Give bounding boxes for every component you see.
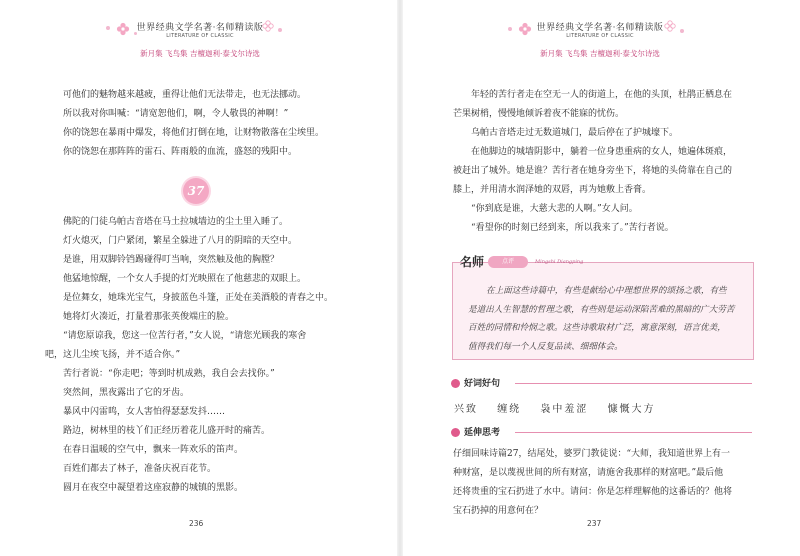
paragraph: 是位舞女，她珠光宝气，身披蓝色斗篷，正处在美酒般的青春之中。 <box>63 293 334 303</box>
note-line: 是道出人生智慧的哲理之歌，有些则是运动深陷苦难的黑暗的广大劳苦 <box>468 304 735 315</box>
paragraph: 芒果树梢，慢慢地倾诉着夜不能寐的忧伤。 <box>453 109 625 119</box>
paragraph: 年轻的苦行者走在空无一人的街道上，在他的头顶，杜鹃正栖息在 <box>471 90 733 100</box>
paragraph: “看望你的时刻已经到来，所以我来了。”苦行者说。 <box>471 223 674 233</box>
paragraph: 路边，树林里的枝丫们正经历着花儿盛开时的痛苦。 <box>63 426 271 436</box>
paragraph: “你到底是谁，大慈大悲的人啊。”女人问。 <box>471 204 638 214</box>
page-number: 237 <box>587 519 602 528</box>
good-words-phrases <box>454 400 670 415</box>
good-words-title: 好词好句 <box>464 379 501 389</box>
bullet-icon <box>451 428 460 437</box>
note-line: 百姓的同情和怜悯之歌。这些诗歌取材广泛，寓意深刻，语言优美， <box>468 323 726 333</box>
paragraph: 你的饶恕在暴雨中爆发，将他们打倒在地，让财物散落在尘埃里。 <box>63 128 325 138</box>
paragraph: 灯火熄灭，门户紧闭，繁星全躲进了八月的阴暗的天空中。 <box>63 236 298 246</box>
paragraph: 佛陀的门徒乌帕古音塔在马土拉城墙边的尘土里入睡了。 <box>63 217 289 227</box>
paragraph: 吧，这儿尘埃飞扬，并不适合你。” <box>45 350 181 360</box>
paragraph: 百姓们都去了林子，准备庆祝百花节。 <box>63 464 217 474</box>
phrase: 袅中羞涩 <box>540 404 589 415</box>
paragraph: 所以我对你叫喊：“请宽恕他们，啊，令人敬畏的神啊！” <box>63 109 289 119</box>
paragraph: 在他脚边的城墙阴影中，躺着一位身患重病的女人，她遍体斑痕， <box>471 147 733 157</box>
phrase: 兴致 <box>454 404 478 415</box>
thinking-line: 种财富，是以蔑视世间的所有财富，请施舍我那样的财富吧。”最后他 <box>453 468 724 478</box>
good-words-heading <box>451 376 571 392</box>
paragraph: 被赶出了城外。她是谁？苦行者在她身旁坐下，将她的头倚靠在自己的 <box>453 166 733 176</box>
right-header <box>400 18 800 64</box>
paragraph: 圆月在夜空中凝望着这座寂静的城镇的黑影。 <box>63 483 244 493</box>
paragraph: 可他们的魅物越来越疲，重得让他们无法带走，也无法挪动。 <box>63 90 307 100</box>
poem-number-badge: 37 <box>183 178 209 204</box>
paragraph: 乌帕古音塔走过无数道城门，最后停在了护城壕下。 <box>471 128 679 138</box>
phrase: 慷慨大方 <box>607 404 656 415</box>
paragraph: 苦行者说：“你走吧；等到时机成熟，我自会去找你。” <box>63 369 275 379</box>
paragraph: 你的饶恕在那阵阵的雷石、阵雨般的血流，盛怒的残阳中。 <box>63 147 298 157</box>
section-divider <box>515 383 752 384</box>
book-title: 新月集 飞鸟集 吉檀迦利·泰戈尔诗选 <box>540 49 660 58</box>
paragraph: 膝上，并用清水润泽她的双唇，再为她敷上香膏。 <box>453 185 652 195</box>
section-divider <box>515 432 752 433</box>
teacher-note-label-en: Mingshi Diangping <box>535 259 584 265</box>
series-title: 世界经典文学名著·名师精读版 <box>536 23 664 33</box>
paragraph: “请您原谅我，您这一位苦行者，”女人说，“请您光顾我的寒舍 <box>63 331 307 341</box>
paragraph: 她将灯火凑近，打量着那张英俊端庄的脸。 <box>63 312 235 322</box>
series-title-en: LITERATURE OF CLASSIC <box>566 33 634 39</box>
paragraph: 暴风中闪雷鸣，女人害怕得瑟瑟发抖…… <box>63 407 226 417</box>
teacher-note-label: 名师 <box>460 255 485 269</box>
book-title: 新月集 飞鸟集 吉檀迦利·泰戈尔诗选 <box>140 49 260 58</box>
bullet-icon <box>451 379 460 388</box>
teacher-note-label-suffix: 点评 <box>488 256 528 268</box>
phrase: 缠绕 <box>497 404 522 415</box>
series-title: 世界经典文学名著·名师精读版 <box>136 23 264 33</box>
paragraph: 是谁，用双脚铃铛踢碰得叮当响，突然触及他的胸膛？ <box>63 255 280 265</box>
left-header <box>0 18 400 64</box>
series-title-en: LITERATURE OF CLASSIC <box>166 33 234 39</box>
extended-thinking-heading <box>451 425 571 441</box>
thinking-line: 仔细回味诗篇27，结尾处，婆罗门教徒说：“大师，我知道世界上有一 <box>453 449 731 459</box>
thinking-line: 宝石扔掉的用意何在？ <box>453 506 544 516</box>
paragraph: 在春日温暖的空气中，飘来一阵欢乐的笛声。 <box>63 445 244 455</box>
paragraph: 突然间，黑夜露出了它的牙齿。 <box>63 388 190 398</box>
paragraph: 他猛地惊醒，一个女人手提的灯光映照在了他慈悲的双眼上。 <box>63 274 307 284</box>
extended-thinking-title: 延伸思考 <box>464 428 501 438</box>
teacher-note-text <box>468 282 750 356</box>
thinking-line: 还将贵重的宝石扔进了水中。请问：你是怎样理解他的这番话的？他将 <box>453 487 733 497</box>
note-line: 在上面这些诗篇中，有些是献给心中理想世界的颂扬之歌，有些 <box>486 286 727 296</box>
page-number: 236 <box>189 519 204 528</box>
note-line: 值得我们每一个人反复品读、细细体会。 <box>468 341 623 352</box>
